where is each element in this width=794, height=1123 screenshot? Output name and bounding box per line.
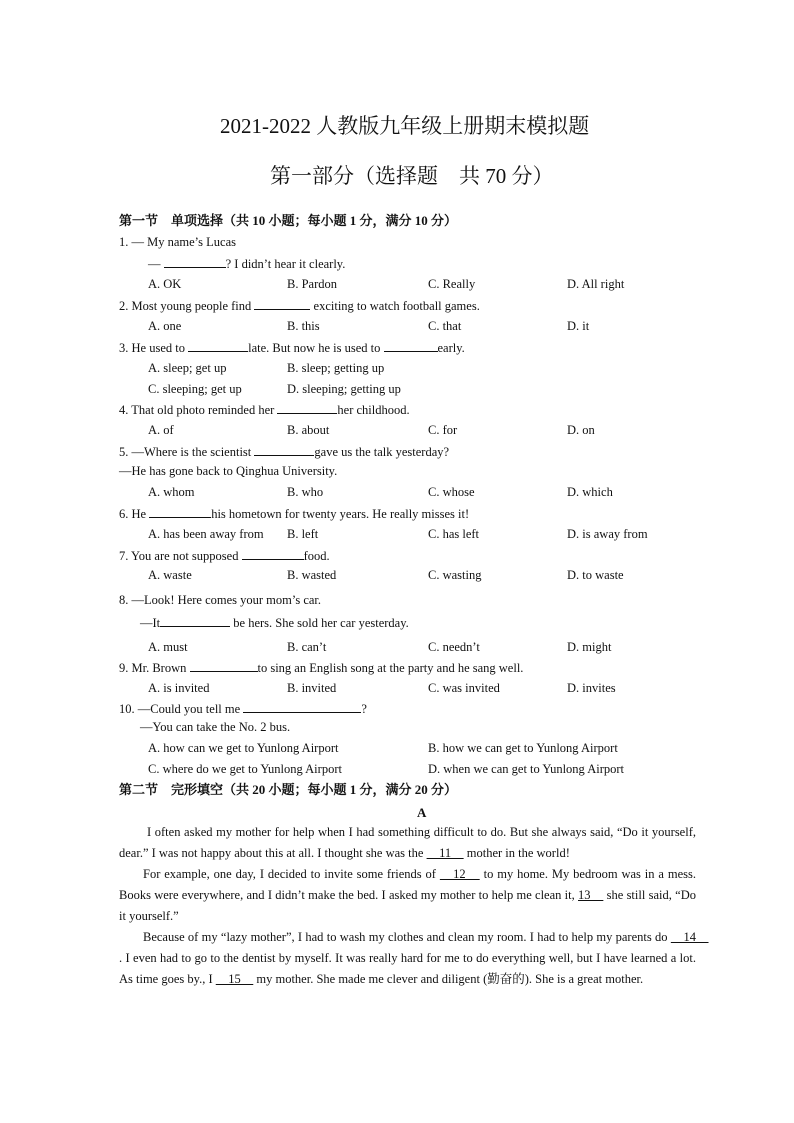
answer-blank bbox=[254, 443, 314, 456]
answer-blank bbox=[277, 401, 337, 414]
question-2-option-b: B. this bbox=[287, 319, 320, 333]
question-5-option-b: B. who bbox=[287, 485, 324, 499]
cloze-blank-15: 15 bbox=[215, 972, 254, 986]
stem-text: 2. Most young people find bbox=[119, 299, 252, 313]
section1-heading: 第一节 单项选择（共 10 小题；每小题 1 分，满分 10 分） bbox=[119, 213, 458, 228]
passage-text: mother in the world! bbox=[466, 846, 570, 860]
stem-text: 9. Mr. Brown bbox=[119, 661, 187, 675]
question-9-option-c: C. was invited bbox=[428, 681, 500, 695]
passage-text: For example, one day, I decided to invite some friends of bbox=[143, 867, 436, 881]
question-7-option-c: C. wasting bbox=[428, 568, 482, 582]
question-5-reply: —He has gone back to Qinghua University. bbox=[119, 464, 338, 478]
question-8-option-d: D. might bbox=[567, 640, 612, 654]
stem-text: exciting to watch football games. bbox=[313, 299, 480, 313]
question-2-option-d: D. it bbox=[567, 319, 590, 333]
reply-text: be hers. She sold her car yesterday. bbox=[233, 616, 409, 630]
question-6-option-c: C. has left bbox=[428, 527, 480, 541]
question-1-option-c: C. Really bbox=[428, 277, 476, 291]
passage-label: A bbox=[417, 805, 427, 820]
question-10-option-d: D. when we can get to Yunlong Airport bbox=[428, 762, 625, 776]
question-8-option-c: C. needn’t bbox=[428, 640, 480, 654]
question-7-option-b: B. wasted bbox=[287, 568, 337, 582]
stem-text: late. But now he is used to bbox=[248, 341, 381, 355]
question-8-reply bbox=[140, 614, 409, 631]
stem-text: 3. He used to bbox=[119, 341, 185, 355]
stem-text: 6. He bbox=[119, 507, 147, 521]
passage-paragraph-1 bbox=[119, 822, 696, 864]
question-2-option-c: C. that bbox=[428, 319, 462, 333]
question-1-stem: 1. — My name’s Lucas bbox=[119, 235, 236, 249]
question-1-reply bbox=[148, 255, 345, 272]
question-5-option-d: D. which bbox=[567, 485, 613, 499]
question-7-stem bbox=[119, 547, 330, 564]
question-9-option-a: A. is invited bbox=[148, 681, 210, 695]
question-4-option-c: C. for bbox=[428, 423, 458, 437]
question-8-stem: 8. —Look! Here comes your mom’s car. bbox=[119, 593, 322, 607]
question-9-option-b: B. invited bbox=[287, 681, 337, 695]
question-3-stem bbox=[119, 339, 465, 356]
question-2-option-a: A. one bbox=[148, 319, 182, 333]
question-10-stem bbox=[119, 700, 367, 717]
question-1-option-d: D. All right bbox=[567, 277, 625, 291]
section2-heading: 第二节 完形填空（共 20 小题；每小题 1 分，满分 20 分） bbox=[119, 782, 458, 797]
question-10-reply: —You can take the No. 2 bus. bbox=[140, 720, 291, 734]
reply-text: —It bbox=[140, 616, 161, 630]
stem-text: ? bbox=[361, 702, 367, 716]
question-4-stem bbox=[119, 401, 410, 418]
stem-text: her childhood. bbox=[337, 403, 410, 417]
stem-text: early. bbox=[437, 341, 465, 355]
question-8-option-b: B. can’t bbox=[287, 640, 327, 654]
stem-text: food. bbox=[303, 549, 330, 563]
question-2-stem bbox=[119, 297, 480, 314]
question-10-option-b: B. how we can get to Yunlong Airport bbox=[428, 741, 618, 755]
question-4-option-d: D. on bbox=[567, 423, 595, 437]
answer-blank bbox=[160, 614, 230, 627]
passage-text: my mother. She made me clever and diligent (勤奋的). She is a great mother. bbox=[256, 972, 644, 986]
question-10-option-c: C. where do we get to Yunlong Airport bbox=[148, 762, 342, 776]
passage-paragraph-2 bbox=[119, 864, 696, 927]
question-6-option-b: B. left bbox=[287, 527, 319, 541]
question-1-option-b: B. Pardon bbox=[287, 277, 337, 291]
stem-text: 7. You are not supposed bbox=[119, 549, 239, 563]
question-9-option-d: D. invites bbox=[567, 681, 616, 695]
stem-text: to sing an English song at the party and he sang well. bbox=[257, 661, 524, 675]
question-5-option-a: A. whom bbox=[148, 485, 195, 499]
answer-blank bbox=[149, 505, 211, 518]
stem-text: his hometown for twenty years. He really misses it! bbox=[211, 507, 470, 521]
question-3-option-d: D. sleeping; getting up bbox=[287, 382, 401, 396]
answer-blank bbox=[242, 547, 304, 560]
page-title: 2021-2022 人教版九年级上册期末模拟题 bbox=[220, 114, 590, 138]
question-1-option-a: A. OK bbox=[148, 277, 182, 291]
passage-text: she still said, “Do it yourself.” bbox=[119, 888, 696, 923]
question-10-option-a: A. how can we get to Yunlong Airport bbox=[148, 741, 339, 755]
part-title: 第一部分（选择题 共 70 分） bbox=[270, 164, 554, 188]
question-7-option-a: A. waste bbox=[148, 568, 192, 582]
answer-blank bbox=[190, 659, 258, 672]
stem-text: gave us the talk yesterday? bbox=[314, 445, 450, 459]
reply-dash: — bbox=[148, 257, 161, 271]
stem-text: 10. —Could you tell me bbox=[119, 702, 241, 716]
passage-text: I often asked my mother for help when I had something difficult to do. But she always said, “Do it yourself, dear.” I was not happy about this at all. I thought she was the bbox=[119, 825, 696, 860]
cloze-blank-12: 12 bbox=[439, 867, 480, 881]
question-3-option-a: A. sleep; get up bbox=[148, 361, 227, 375]
question-3-option-c: C. sleeping; get up bbox=[148, 382, 242, 396]
question-9-stem bbox=[119, 659, 523, 676]
question-4-option-b: B. about bbox=[287, 423, 330, 437]
cloze-blank-14: 14 bbox=[670, 930, 709, 944]
answer-blank bbox=[188, 339, 248, 352]
question-6-option-d: D. is away from bbox=[567, 527, 648, 541]
stem-text: 4. That old photo reminded her bbox=[119, 403, 275, 417]
question-5-option-c: C. whose bbox=[428, 485, 475, 499]
answer-blank bbox=[164, 255, 226, 268]
passage-paragraph-3 bbox=[119, 927, 709, 990]
question-5-stem bbox=[119, 443, 449, 460]
question-3-option-b: B. sleep; getting up bbox=[287, 361, 385, 375]
stem-text: 5. —Where is the scientist bbox=[119, 445, 252, 459]
answer-blank bbox=[243, 700, 361, 713]
cloze-blank-13: 13 bbox=[578, 888, 604, 902]
question-8-option-a: A. must bbox=[148, 640, 188, 654]
answer-blank bbox=[384, 339, 438, 352]
question-7-option-d: D. to waste bbox=[567, 568, 624, 582]
passage-text: Because of my “lazy mother”, I had to wash my clothes and clean my room. I had to help my parents do bbox=[143, 930, 668, 944]
answer-blank bbox=[254, 297, 310, 310]
reply-text: ? I didn’t hear it clearly. bbox=[225, 257, 346, 271]
question-6-stem bbox=[119, 505, 469, 522]
question-4-option-a: A. of bbox=[148, 423, 174, 437]
cloze-blank-11: 11 bbox=[426, 846, 464, 860]
passage-text: . I even had to go to the dentist by myself. It was really hard for me to do everything well, but I have learned a lot. As time goes by., I bbox=[119, 951, 696, 986]
question-6-option-a: A. has been away from bbox=[148, 527, 264, 541]
passage-text: to my home. My bedroom was in a mess. Books were everywhere, and I didn’t make the bed. I asked my mother to help me clean it, bbox=[119, 867, 697, 902]
